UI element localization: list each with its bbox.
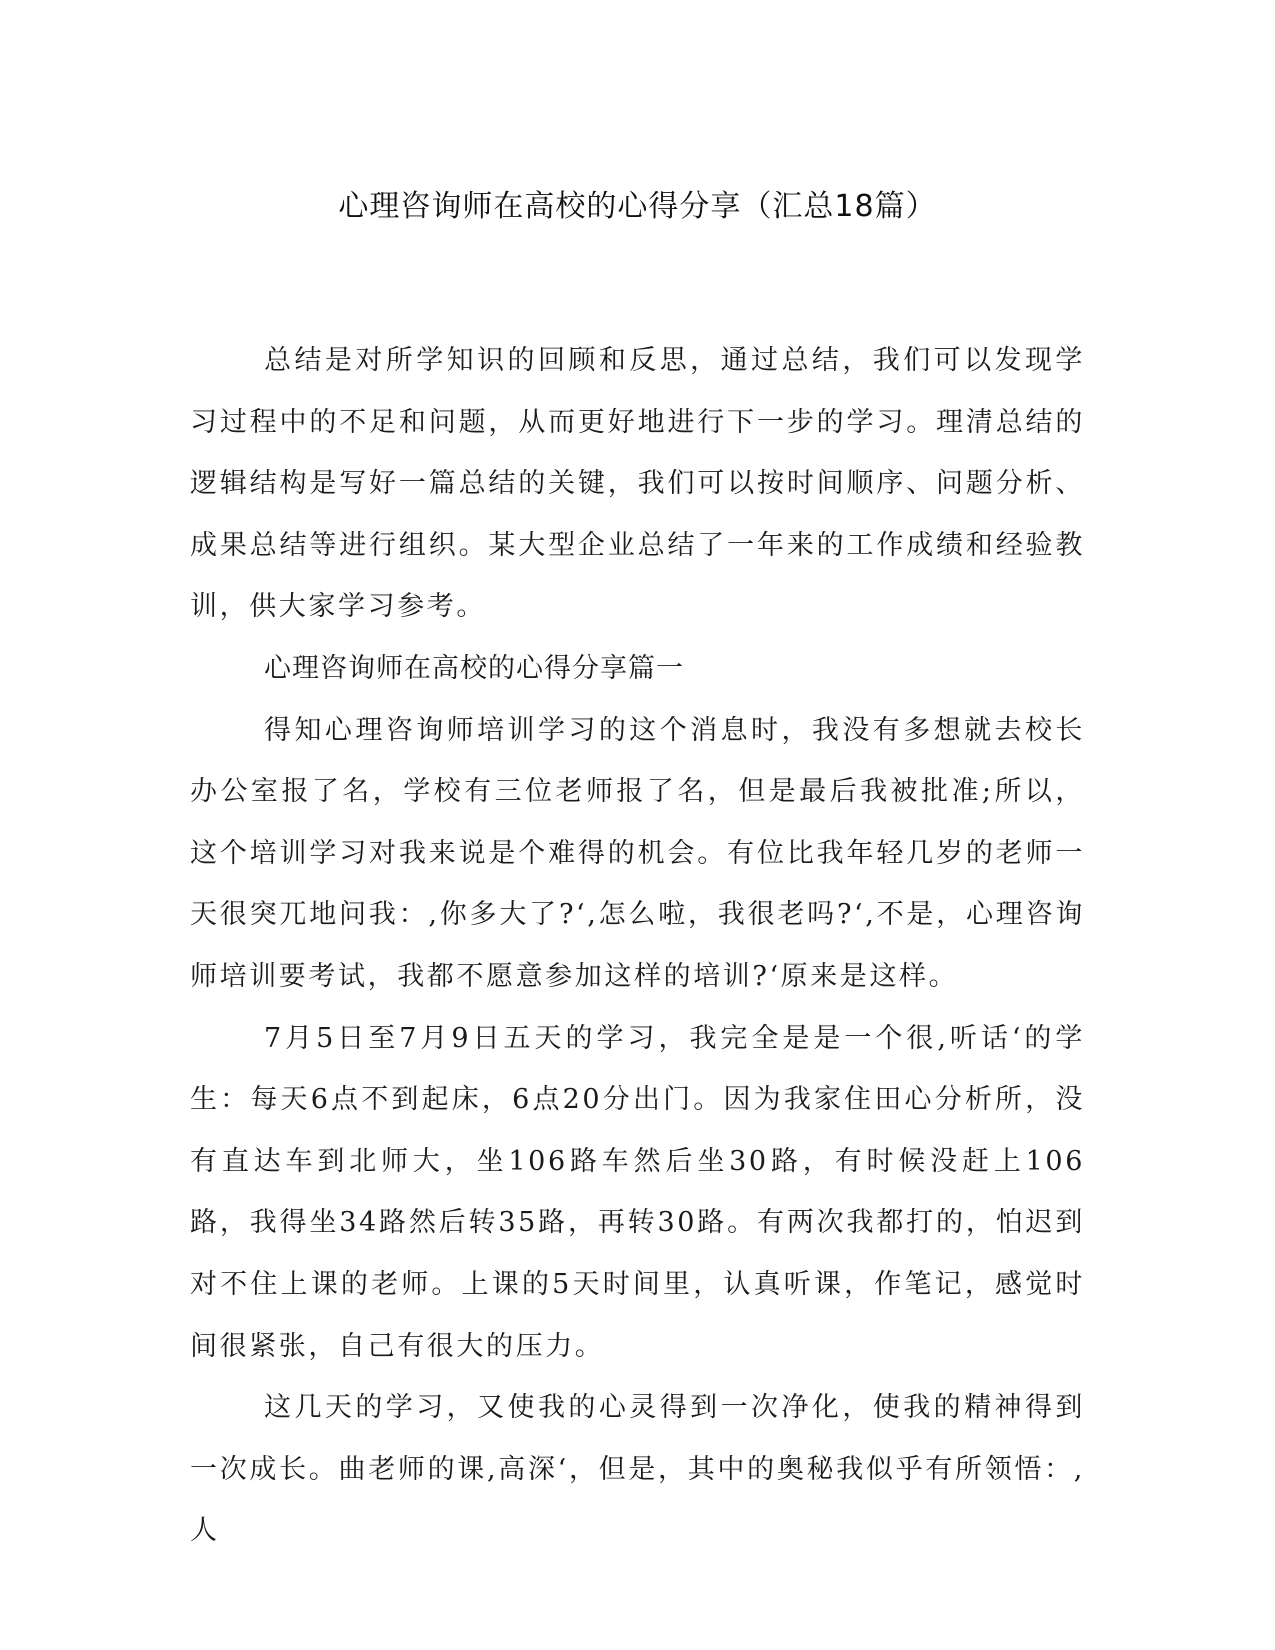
document-body bbox=[190, 330, 1085, 1562]
body-paragraph: 这几天的学习，又使我的心灵得到一次净化，使我的精神得到一次成长。曲老师的课,高深‘，但是，其中的奥秘我似乎有所领悟：,人 bbox=[190, 1392, 1085, 1547]
intro-paragraph: 总结是对所学知识的回顾和反思，通过总结，我们可以发现学习过程中的不足和问题，从而更好地进行下一步的学习。理清总结的逻辑结构是写好一篇总结的关键，我们可以按时间顺序、问题分析、成果总结等进行组织。某大型企业总结了一年来的工作成绩和经验教训，供大家学习参考。 bbox=[190, 345, 1085, 623]
section-heading: 心理咨询师在高校的心得分享篇一 bbox=[264, 652, 684, 684]
body-paragraph: 7月5日至7月9日五天的学习，我完全是是一个很,听话‘的学生：每天6点不到起床，6点20分出门。因为我家住田心分析所，没有直达车到北师大，坐106路车然后坐30路，有时候没赶上106路，我得坐34路然后转35路，再转30路。有两次我都打的，怕迟到对不住上课的老师。上课的5天时间里，认真听课，作笔记，感觉时间很紧张，自己有很大的压力。 bbox=[190, 1022, 1085, 1362]
body-paragraph: 得知心理咨询师培训学习的这个消息时，我没有多想就去校长办公室报了名，学校有三位老师报了名，但是最后我被批准;所以，这个培训学习对我来说是个难得的机会。有位比我年轻几岁的老师一天很突兀地问我：,你多大了?‘,怎么啦，我很老吗?‘,不是，心理咨询师培训要考试，我都不愿意参加这样的培训?‘原来是这样。 bbox=[190, 714, 1085, 992]
document-title: 心理咨询师在高校的心得分享（汇总18篇） bbox=[338, 189, 937, 224]
